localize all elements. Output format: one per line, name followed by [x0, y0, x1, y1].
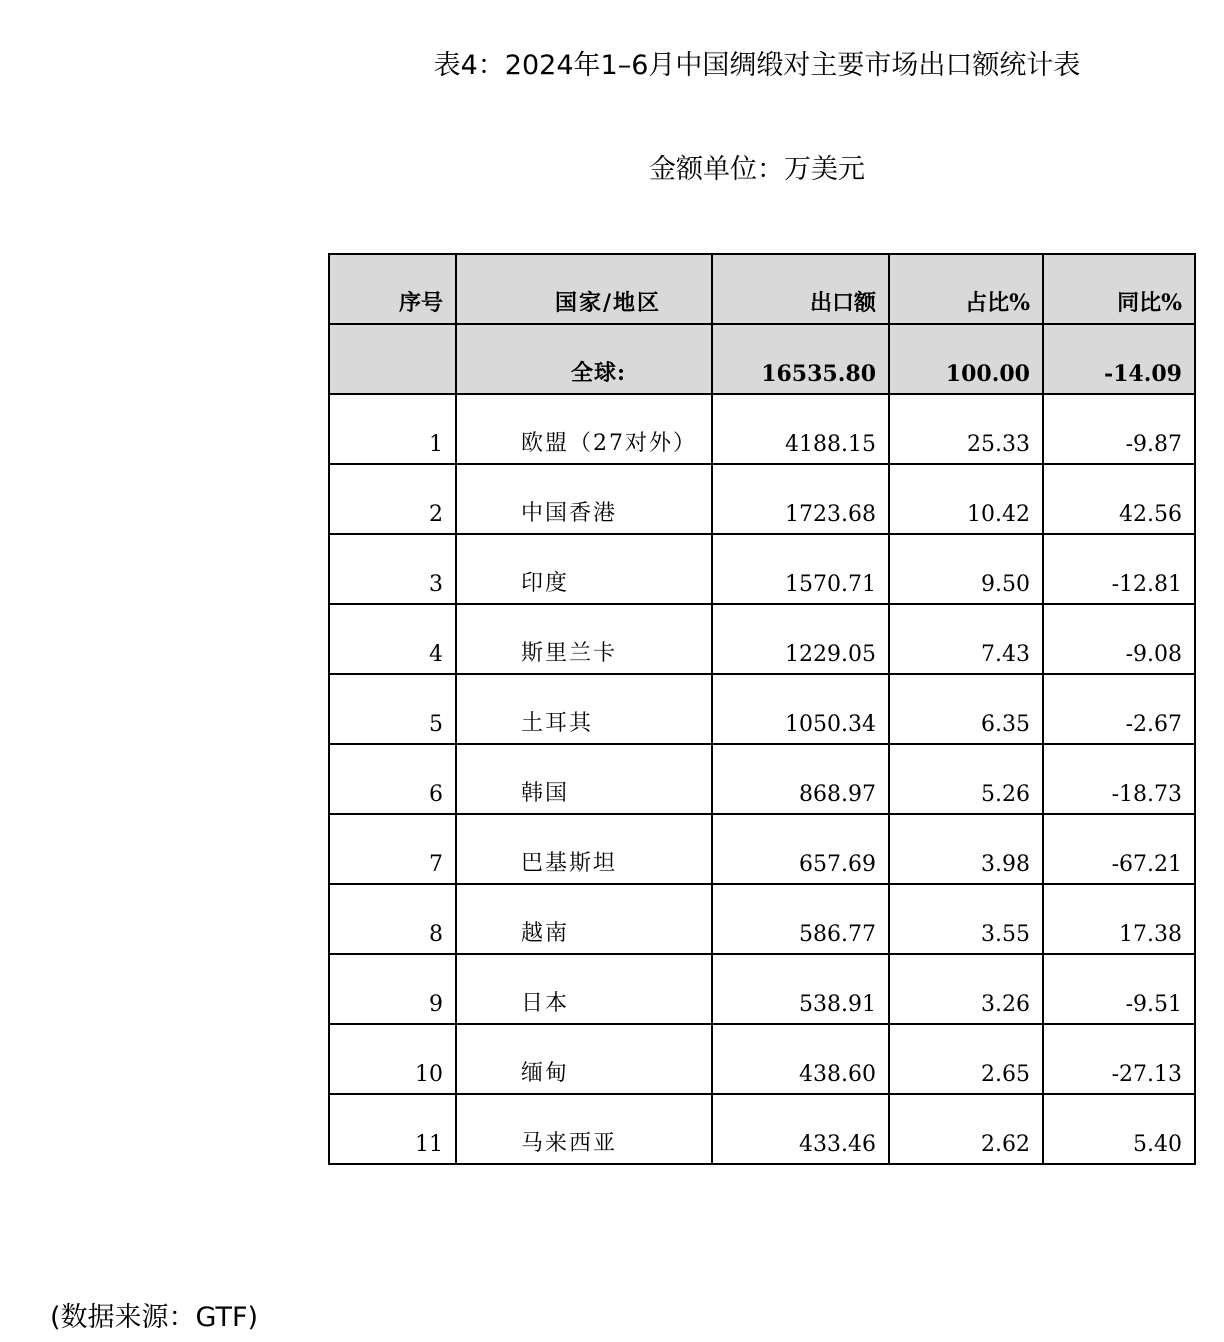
cell-share: 10.42: [889, 464, 1043, 534]
cell-region: 斯里兰卡: [456, 604, 712, 674]
cell-region: 中国香港: [456, 464, 712, 534]
export-table: [328, 253, 1196, 1165]
cell-yoy: -9.08: [1043, 604, 1195, 674]
cell-export: 16535.80: [712, 324, 889, 394]
cell-region: 印度: [456, 534, 712, 604]
cell-share: 3.26: [889, 954, 1043, 1024]
cell-yoy: 5.40: [1043, 1094, 1195, 1164]
table-row: [329, 1024, 1195, 1094]
cell-export: 4188.15: [712, 394, 889, 464]
cell-export: 538.91: [712, 954, 889, 1024]
cell-yoy: -2.67: [1043, 674, 1195, 744]
cell-share: 100.00: [889, 324, 1043, 394]
table-row: [329, 604, 1195, 674]
cell-share: 25.33: [889, 394, 1043, 464]
cell-yoy: -9.87: [1043, 394, 1195, 464]
table-row: [329, 534, 1195, 604]
table-row: [329, 394, 1195, 464]
cell-seq: 8: [329, 884, 456, 954]
cell-region: 欧盟（27对外）: [456, 394, 712, 464]
table-row: [329, 814, 1195, 884]
table-title: 表4：2024年1–6月中国绸缎对主要市场出口额统计表: [433, 50, 1081, 81]
cell-seq: 5: [329, 674, 456, 744]
cell-region: 越南: [456, 884, 712, 954]
cell-yoy: -27.13: [1043, 1024, 1195, 1094]
cell-seq: 11: [329, 1094, 456, 1164]
cell-export: 586.77: [712, 884, 889, 954]
cell-yoy: -9.51: [1043, 954, 1195, 1024]
cell-seq: 6: [329, 744, 456, 814]
total-row: [329, 324, 1195, 394]
cell-yoy: -14.09: [1043, 324, 1195, 394]
cell-seq: 7: [329, 814, 456, 884]
cell-share: 6.35: [889, 674, 1043, 744]
cell-seq: 3: [329, 534, 456, 604]
cell-export: 1723.68: [712, 464, 889, 534]
cell-region: 日本: [456, 954, 712, 1024]
cell-yoy: -12.81: [1043, 534, 1195, 604]
table-row: [329, 744, 1195, 814]
header-export: 出口额: [712, 254, 889, 324]
table-container: [328, 253, 1196, 1165]
cell-export: 433.46: [712, 1094, 889, 1164]
table-row: [329, 674, 1195, 744]
cell-region: 缅甸: [456, 1024, 712, 1094]
cell-yoy: -67.21: [1043, 814, 1195, 884]
table-header-row: [329, 254, 1195, 324]
cell-region: 韩国: [456, 744, 712, 814]
cell-share: 2.62: [889, 1094, 1043, 1164]
cell-share: 7.43: [889, 604, 1043, 674]
unit-label: 金额单位：万美元: [649, 154, 865, 185]
cell-export: 868.97: [712, 744, 889, 814]
cell-yoy: 17.38: [1043, 884, 1195, 954]
cell-share: 3.55: [889, 884, 1043, 954]
cell-yoy: 42.56: [1043, 464, 1195, 534]
header-yoy: 同比%: [1043, 254, 1195, 324]
cell-seq: 4: [329, 604, 456, 674]
cell-export: 657.69: [712, 814, 889, 884]
cell-export: 438.60: [712, 1024, 889, 1094]
table-row: [329, 1094, 1195, 1164]
cell-export: 1050.34: [712, 674, 889, 744]
table-row: [329, 954, 1195, 1024]
cell-seq: 9: [329, 954, 456, 1024]
cell-region: 全球:: [456, 324, 712, 394]
table-row: [329, 884, 1195, 954]
header-share: 占比%: [889, 254, 1043, 324]
cell-seq: 2: [329, 464, 456, 534]
cell-seq: [329, 324, 456, 394]
cell-region: 马来西亚: [456, 1094, 712, 1164]
cell-export: 1570.71: [712, 534, 889, 604]
header-seq: 序号: [329, 254, 456, 324]
cell-seq: 1: [329, 394, 456, 464]
header-region: 国家/地区: [456, 254, 712, 324]
cell-share: 5.26: [889, 744, 1043, 814]
cell-region: 巴基斯坦: [456, 814, 712, 884]
cell-export: 1229.05: [712, 604, 889, 674]
cell-share: 3.98: [889, 814, 1043, 884]
cell-share: 2.65: [889, 1024, 1043, 1094]
cell-seq: 10: [329, 1024, 456, 1094]
data-source-note: (数据来源：GTF): [50, 1302, 259, 1333]
cell-share: 9.50: [889, 534, 1043, 604]
cell-yoy: -18.73: [1043, 744, 1195, 814]
table-row: [329, 464, 1195, 534]
cell-region: 土耳其: [456, 674, 712, 744]
